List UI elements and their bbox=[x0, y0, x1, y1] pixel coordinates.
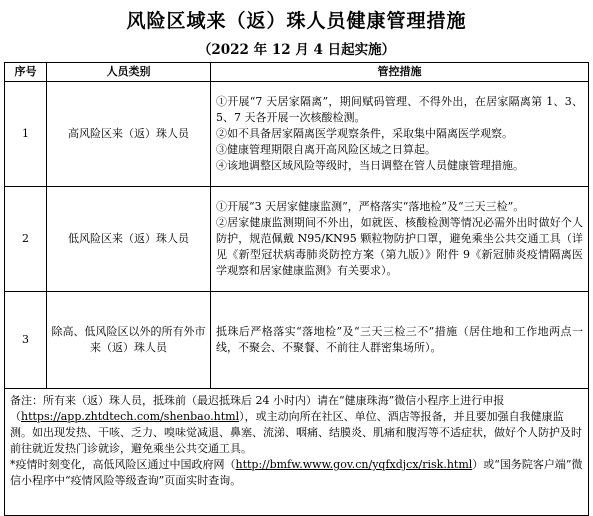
row-control bbox=[211, 82, 589, 187]
table-header-row bbox=[5, 63, 589, 82]
control-item: ①开展“3 天居家健康监测”，严格落实“落地检”及“三天三检”。 bbox=[216, 200, 525, 213]
note-text: *疫情时刻变化，高低风险区通过中国政府网（ bbox=[10, 458, 236, 471]
row-no: 2 bbox=[5, 187, 47, 292]
row-no: 3 bbox=[5, 292, 47, 389]
control-item: ③健康管理期限自离开高风险区域之日算起。 bbox=[216, 143, 436, 156]
control-item: ②如不具备居家隔离医学观察条件，采取集中隔离医学观察。 bbox=[216, 127, 513, 140]
header-control: 管控措施 bbox=[211, 63, 589, 82]
row-control bbox=[211, 292, 589, 389]
control-item: ②居家健康监测期间不外出，如就医、核酸检测等情况必需外出时做好个人防护，规范佩戴 N95/KN95 颗粒物防护口罩，避免乘坐公共交通工具（详见《新型冠状病毒肺炎防控方案（第九版）》附件 9《新冠肺炎疫情隔离医学观察和居家健康监测》有关要求）。 bbox=[216, 216, 583, 277]
note-text: ）或“国务院客户端”微信小程序中“疫情风险等级查询”页面实时查询。 bbox=[10, 458, 583, 487]
table-row bbox=[5, 292, 589, 389]
note-cell bbox=[5, 389, 589, 516]
table-row bbox=[5, 187, 589, 292]
row-category: 除高、低风险区以外的所有外市来（返）珠人员 bbox=[47, 292, 211, 389]
measures-table bbox=[4, 62, 589, 516]
header-category: 人员类别 bbox=[47, 63, 211, 82]
risk-query-link[interactable]: http://bmfw.www.gov.cn/yqfxdjcx/risk.html bbox=[235, 458, 473, 471]
page-subtitle: （2022 年 12 月 4 日起实施） bbox=[197, 42, 396, 58]
row-no: 1 bbox=[5, 82, 47, 187]
declaration-link[interactable]: https://app.zhtdtech.com/shenbao.html bbox=[21, 410, 240, 423]
control-item: ①开展“7 天居家隔离”，期间赋码管理、不得外出，在居家隔离第 1、3、5、7 天各开展一次核酸检测。 bbox=[216, 95, 583, 124]
note-row bbox=[5, 389, 589, 516]
header-no: 序号 bbox=[5, 63, 47, 82]
row-category: 低风险区来（返）珠人员 bbox=[47, 187, 211, 292]
table-row bbox=[5, 82, 589, 187]
note-paragraph-1 bbox=[10, 393, 583, 457]
note-paragraph-2 bbox=[10, 457, 583, 489]
page-title: 风险区域来（返）珠人员健康管理措施 bbox=[126, 10, 467, 32]
row-category: 高风险区来（返）珠人员 bbox=[47, 82, 211, 187]
control-item: 抵珠后严格落实“落地检”及“三天三检三不”措施（居住地和工作地两点一线，不聚会、不聚餐、不前往人群密集场所）。 bbox=[216, 325, 583, 354]
note-text: ），或主动向所在社区、单位、酒店等报备，并且要加强自我健康监测。如出现发热、干咳、乏力、嗅味觉减退、鼻塞、流涕、咽痛、结膜炎、肌痛和腹泻等不适症状，做好个人防护及时前往就近发热门诊就诊，避免乘坐公共交通工具。 bbox=[10, 410, 582, 455]
row-control bbox=[211, 187, 589, 292]
note-text: 备注：所有来（返）珠人员，抵珠前（最迟抵珠后 24 小时内）请在“健康珠海”微信小程序上进行申报（ bbox=[10, 394, 505, 423]
control-item: ④该地调整区域风险等级时，当日调整在管人员健康管理措施。 bbox=[216, 159, 524, 172]
